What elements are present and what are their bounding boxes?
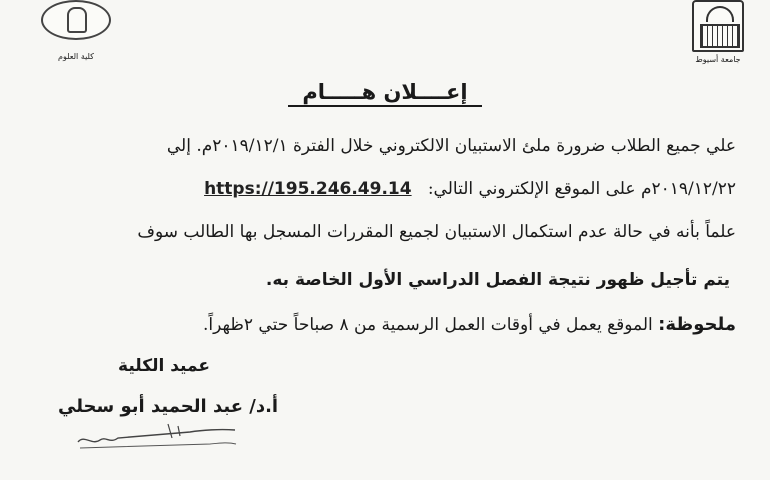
university-caption: جامعة أسيوط (695, 55, 741, 64)
body-line-1: علي جميع الطلاب ضرورة ملئ الاستبيان الالكتروني خلال الفترة ٢٠١٩/١٢/١م. إلي (166, 136, 736, 156)
title-text: إعــــلان هـــــام (288, 80, 481, 107)
dean-name: أ.د/ عبد الحميد أبو سحلي (58, 396, 279, 417)
assiut-university-emblem-icon (692, 0, 744, 52)
faculty-of-science-emblem-icon (41, 0, 111, 40)
note-line (203, 314, 736, 335)
body-line-2-text: ٢٠١٩/١٢/٢٢م على الموقع الإلكتروني التالي: (427, 179, 736, 199)
body-line-3: علماً بأنه في حالة عدم استكمال الاستبيان لجميع المقررات المسجل بها الطالب سوف (137, 222, 736, 242)
body-line-4: يتم تأجيل ظهور نتيجة الفصل الدراسي الأول الخاصة به. (265, 270, 730, 290)
university-logo (688, 0, 748, 64)
note-text: الموقع يعمل في أوقات العمل الرسمية من ٨ صباحاً حتي ٢ظهراً. (203, 315, 653, 335)
faculty-caption: كلية العلوم (58, 52, 94, 61)
note-label: ملحوظة: (658, 314, 736, 335)
faculty-logo (40, 0, 112, 61)
handwritten-signature-icon (70, 418, 240, 458)
body-line-2 (204, 179, 736, 199)
dean-title: عميد الكلية (118, 356, 210, 376)
announcement-title (0, 80, 770, 104)
survey-link[interactable]: https://195.246.49.14 (204, 179, 412, 199)
